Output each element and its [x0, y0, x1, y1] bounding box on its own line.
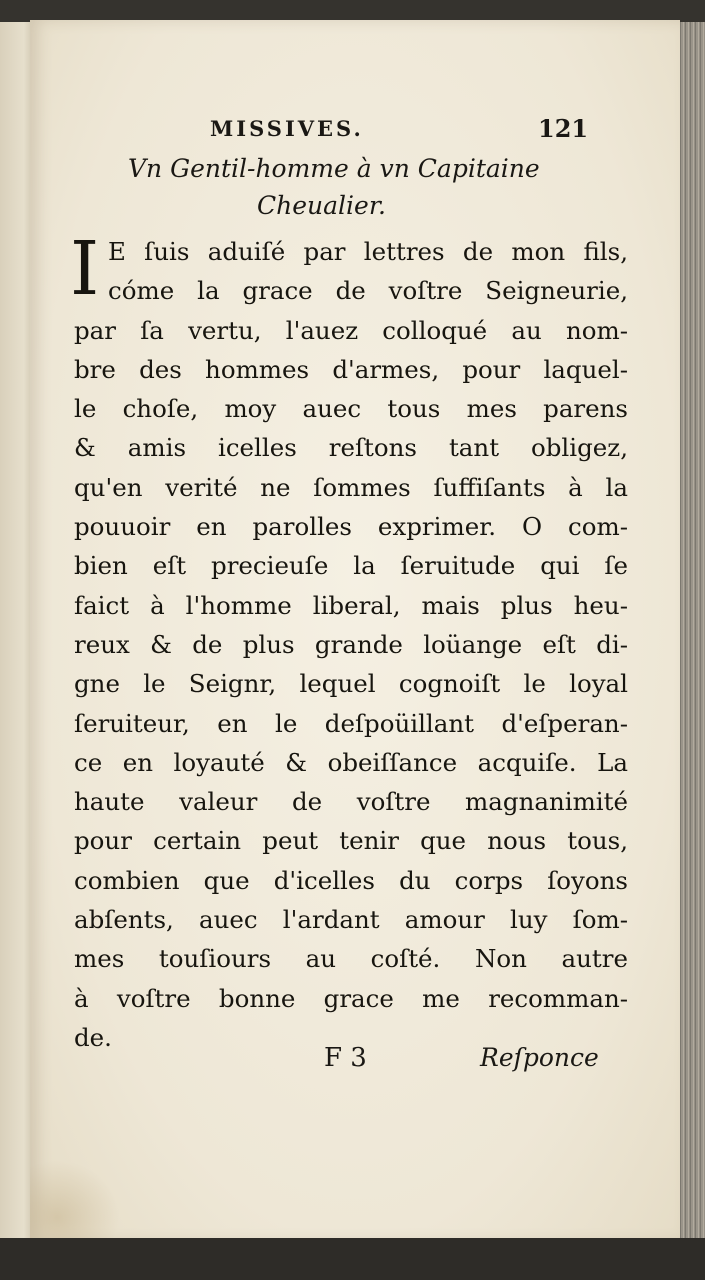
text-line: E ſuis aduiſé par lettres de mon fils, [108, 237, 628, 266]
text-line: le choſe, moy auec tous mes parens [74, 394, 628, 424]
catchword: Reſponce [480, 1043, 599, 1072]
text-line: haute valeur de voſtre magnanimité [74, 787, 628, 817]
text-line: reux & de plus grande loüange eſt di- [74, 629, 628, 659]
text-line: combien que d'icelles du corps ſoyons [74, 865, 628, 895]
text-line: bre des hommes d'armes, pour laquel- [74, 354, 628, 384]
page-header [30, 112, 680, 152]
text-line: mes touſiours au coſté. Non autre [74, 944, 628, 974]
text-line: & amis icelles reſtons tant obligez, [74, 433, 628, 463]
text-line: pouuoir en parolles exprimer. O com- [74, 512, 628, 542]
paper-stain [30, 1160, 120, 1242]
running-head: MISSIVES. [210, 116, 364, 141]
text-line: gne le Seignr, lequel cognoiſt le loyal [74, 669, 628, 699]
letter-title-line-1: Vn Gentil-homme à vn Capitaine [128, 154, 540, 183]
drop-cap: I [70, 226, 100, 312]
page-number: 121 [538, 114, 589, 143]
text-line: à voſtre bonne grace me recomman- [74, 983, 628, 1013]
binding-bottom [0, 1238, 705, 1280]
text-line: ce en loyauté & obeiſſance acquiſe. La [74, 747, 628, 777]
text-line: par ſa vertu, l'auez colloqué au nom- [74, 315, 628, 345]
book-page [30, 20, 680, 1242]
text-line: ſeruiteur, en le deſpoüillant d'eſperan- [74, 708, 628, 738]
signature-mark: F 3 [324, 1043, 367, 1073]
letter-title-line-2: Cheualier. [257, 191, 386, 220]
letter-body [74, 232, 628, 1057]
text-line: pour certain peut tenir que nous tous, [74, 826, 628, 856]
text-line: cóme la grace de voſtre Seigneurie, [108, 276, 628, 306]
text-line: abſents, auec l'ardant amour luy ſom- [74, 905, 628, 935]
text-line: bien eſt precieuſe la ſeruitude qui ſe [74, 551, 628, 581]
text-line: qu'en verité ne ſommes ſuffiſants à la [74, 472, 628, 502]
text-line: faict à l'homme liberal, mais plus heu- [74, 590, 628, 620]
text-line: de. [74, 1022, 112, 1052]
